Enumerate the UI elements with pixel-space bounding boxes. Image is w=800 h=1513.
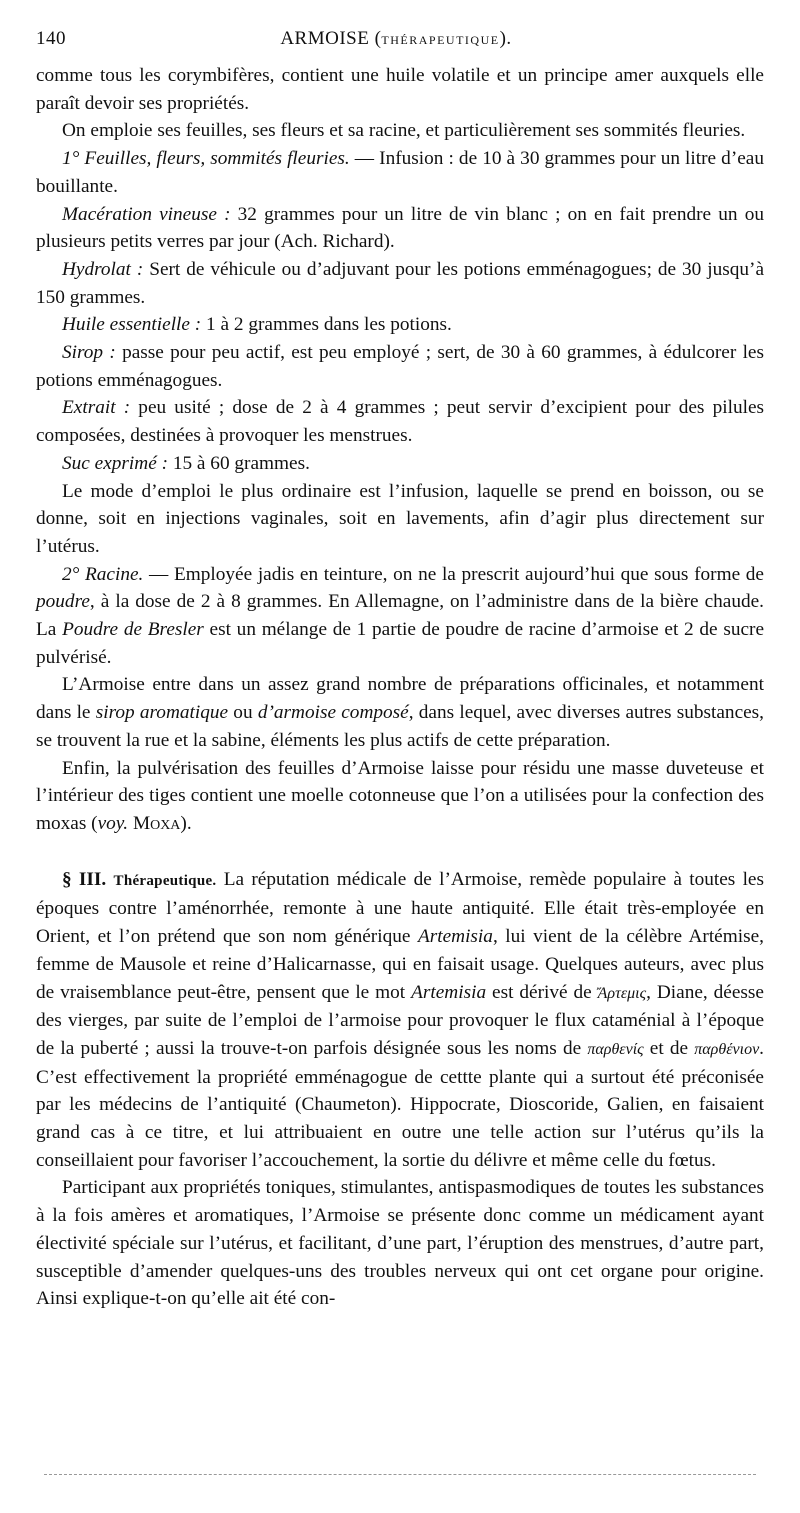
paragraph-12 — [36, 671, 764, 754]
p6-lead: Huile essentielle : — [62, 314, 202, 336]
paragraph-3 — [36, 145, 764, 200]
s3-text-c: , lui vient de la célèbre Artémise, femme de Mausole et reine d’Halicarnasse, qui en faisait usage. Quelques auteurs, avec plus de vraisemblance peut-être, pensent que le mot — [36, 926, 764, 1003]
paragraph-15: Participant aux propriétés toniques, stimulantes, antispasmodiques de toutes les substances à la fois amères et aromatiques, l’Armoise se présente donc comme un médicament ayant électivité spéciale sur l’utérus, et facilitant, d’une part, l’éruption des menstrues, d’autre part, susceptible d’amender quelques-uns des troubles nerveux qui ont cet organe pour origine. Ainsi explique-t-on qu’elle ait été con- — [36, 1177, 764, 1310]
running-title-sub: THÉRAPEUTIQUE — [381, 33, 500, 47]
paragraph-4 — [36, 201, 764, 256]
paragraph-6 — [36, 311, 764, 339]
p5-text: Sert de véhicule ou d’adjuvant pour les potions emménagogues; de 30 jusqu’à 150 grammes. — [36, 258, 764, 308]
paragraph-13 — [36, 755, 764, 838]
section-title: Thérapeutique. — [113, 872, 217, 889]
page-number: 140 — [36, 28, 66, 49]
p3-lead: 1° Feuilles, fleurs, sommités fleuries. — [62, 148, 350, 170]
running-title-main: ARMOISE ( — [280, 28, 382, 49]
paragraph-1: comme tous les corymbifères, contient une huile volatile et un principe amer auxquels elle paraît devoir ses propriétés. — [36, 65, 764, 114]
greek-artemis: Ἄρτεμις — [597, 984, 647, 1002]
running-title-end: ). — [499, 28, 512, 49]
p11-text-c: , à la dose de 2 à 8 grammes. En Allemagne, on l’administre dans de la bière chaude. La — [36, 591, 764, 641]
p12-text-c: ou — [228, 702, 258, 724]
p3-text: — Infusion : de 10 à 30 grammes pour un litre d’eau bouillante. — [36, 148, 764, 197]
running-title — [36, 28, 756, 50]
s3-text-b: Artemisia — [417, 926, 493, 948]
p8-lead: Extrait : — [62, 397, 131, 419]
p4-lead: Macération vineuse : — [62, 203, 231, 225]
p9-text: 15 à 60 grammes. — [168, 452, 310, 474]
p7-text: passe pour peu actif, est peu employé ; sert, de 30 à 60 grammes, à édulcorer les potions emménagogues. — [36, 342, 764, 391]
paragraph-10: Le mode d’emploi le plus ordinaire est l’infusion, laquelle se prend en boisson, ou se donne, soit en injections vaginales, soit en lavements, afin d’agir plus directement sur l’utérus. — [36, 480, 764, 557]
s3-text-g: , Diane, déesse des vierges, par suite de l’emploi de l’armoise pour provoquer le flux cataménial à l’époque de la puberté ; aussi la trouve-t-on parfois désignée sous les noms de — [36, 981, 764, 1059]
p7-lead: Sirop : — [62, 342, 116, 364]
p12-text-e: , dans lequel, avec diverses autres substances, se trouvent la rue et la sabine, éléments les plus actifs de cette préparation. — [36, 702, 765, 751]
p13-text-a: Enfin, la pulvérisation des feuilles d’Armoise laisse pour résidu une masse duveteuse et l’intérieur des tiges contient une moelle cotonneuse que l’on a utilisées pour la confection des moxas ( — [36, 757, 764, 834]
s3-text-i: et de — [643, 1037, 695, 1059]
p11-text-a: — Employée jadis en teinture, on ne la prescrit aujourd’hui que sous forme de — [143, 563, 764, 585]
s3-text-a: La réputation médicale de l’Armoise, remède populaire à toutes les époques contre l’aménorrhée, remonte à une haute antiquité. Elle était très-employée en Orient, et l’on prétend que son nom générique — [36, 868, 764, 948]
p13-text-b: voy. — [97, 812, 129, 834]
s3-text-k: . C’est effectivement la propriété emménagogue de cettte plante qui a surtout été préconisée par les médecins de l’antiquité (Chaumeton). Hippocrate, Dioscoride, Galien, en faisaient grand cas à ce titre, et lui attribuaient en outre une telle action sur l’utérus qu’ils la conseillaient pour favoriser l’accouchement, la sortie du délivre et même celle du fœtus. — [36, 1037, 764, 1171]
paragraph-2: On emploie ses feuilles, ses fleurs et sa racine, et particulièrement ses sommités fleuries. — [62, 120, 746, 142]
p11-text-b: poudre — [36, 591, 90, 613]
p8-text: peu usité ; dose de 2 à 4 grammes ; peut servir d’excipient pour des pilules composées, destinées à provoquer les menstrues. — [36, 397, 765, 447]
p12-text-a: L’Armoise entre dans un assez grand nombre de préparations officinales, et notamment dans le — [36, 674, 764, 724]
s3-text-d: Artemisia — [411, 981, 487, 1003]
p12-text-d: d’armoise composé — [257, 702, 409, 724]
paragraph-7 — [36, 339, 764, 394]
p13-text-d: Moxa — [132, 812, 181, 834]
paragraph-8 — [36, 394, 764, 449]
paragraph-5 — [36, 256, 764, 311]
running-header — [36, 22, 756, 52]
section-number: § III. — [62, 868, 107, 890]
page-body — [36, 62, 764, 1313]
paragraph-11 — [36, 561, 764, 672]
p6-text: 1 à 2 grammes dans les potions. — [201, 314, 452, 336]
p13-text-e: ). — [180, 812, 192, 834]
p4-text: 32 grammes pour un litre de vin blanc ; on en fait prendre un ou plusieurs petits verres par jour (Ach. Richard). — [36, 203, 764, 253]
p5-lead: Hydrolat : — [62, 258, 144, 280]
p9-lead: Suc exprimé : — [62, 452, 168, 474]
p11-text-d: Poudre de Bresler — [62, 619, 204, 641]
greek-parthenis: παρθενίς — [587, 1040, 644, 1058]
s3-text-e: est dérivé de — [486, 981, 598, 1003]
p11-text-e: est un mélange de 1 partie de poudre de racine d’armoise et 2 de sucre pulvérisé. — [36, 619, 764, 668]
bottom-dashed-rule — [44, 1474, 756, 1475]
paragraph-9 — [36, 450, 764, 478]
p12-text-b: sirop aromatique — [95, 702, 229, 724]
greek-parthenion: παρθένιον — [694, 1040, 760, 1058]
p11-lead: 2° Racine. — [62, 563, 144, 585]
section-3-paragraph — [36, 866, 764, 1175]
